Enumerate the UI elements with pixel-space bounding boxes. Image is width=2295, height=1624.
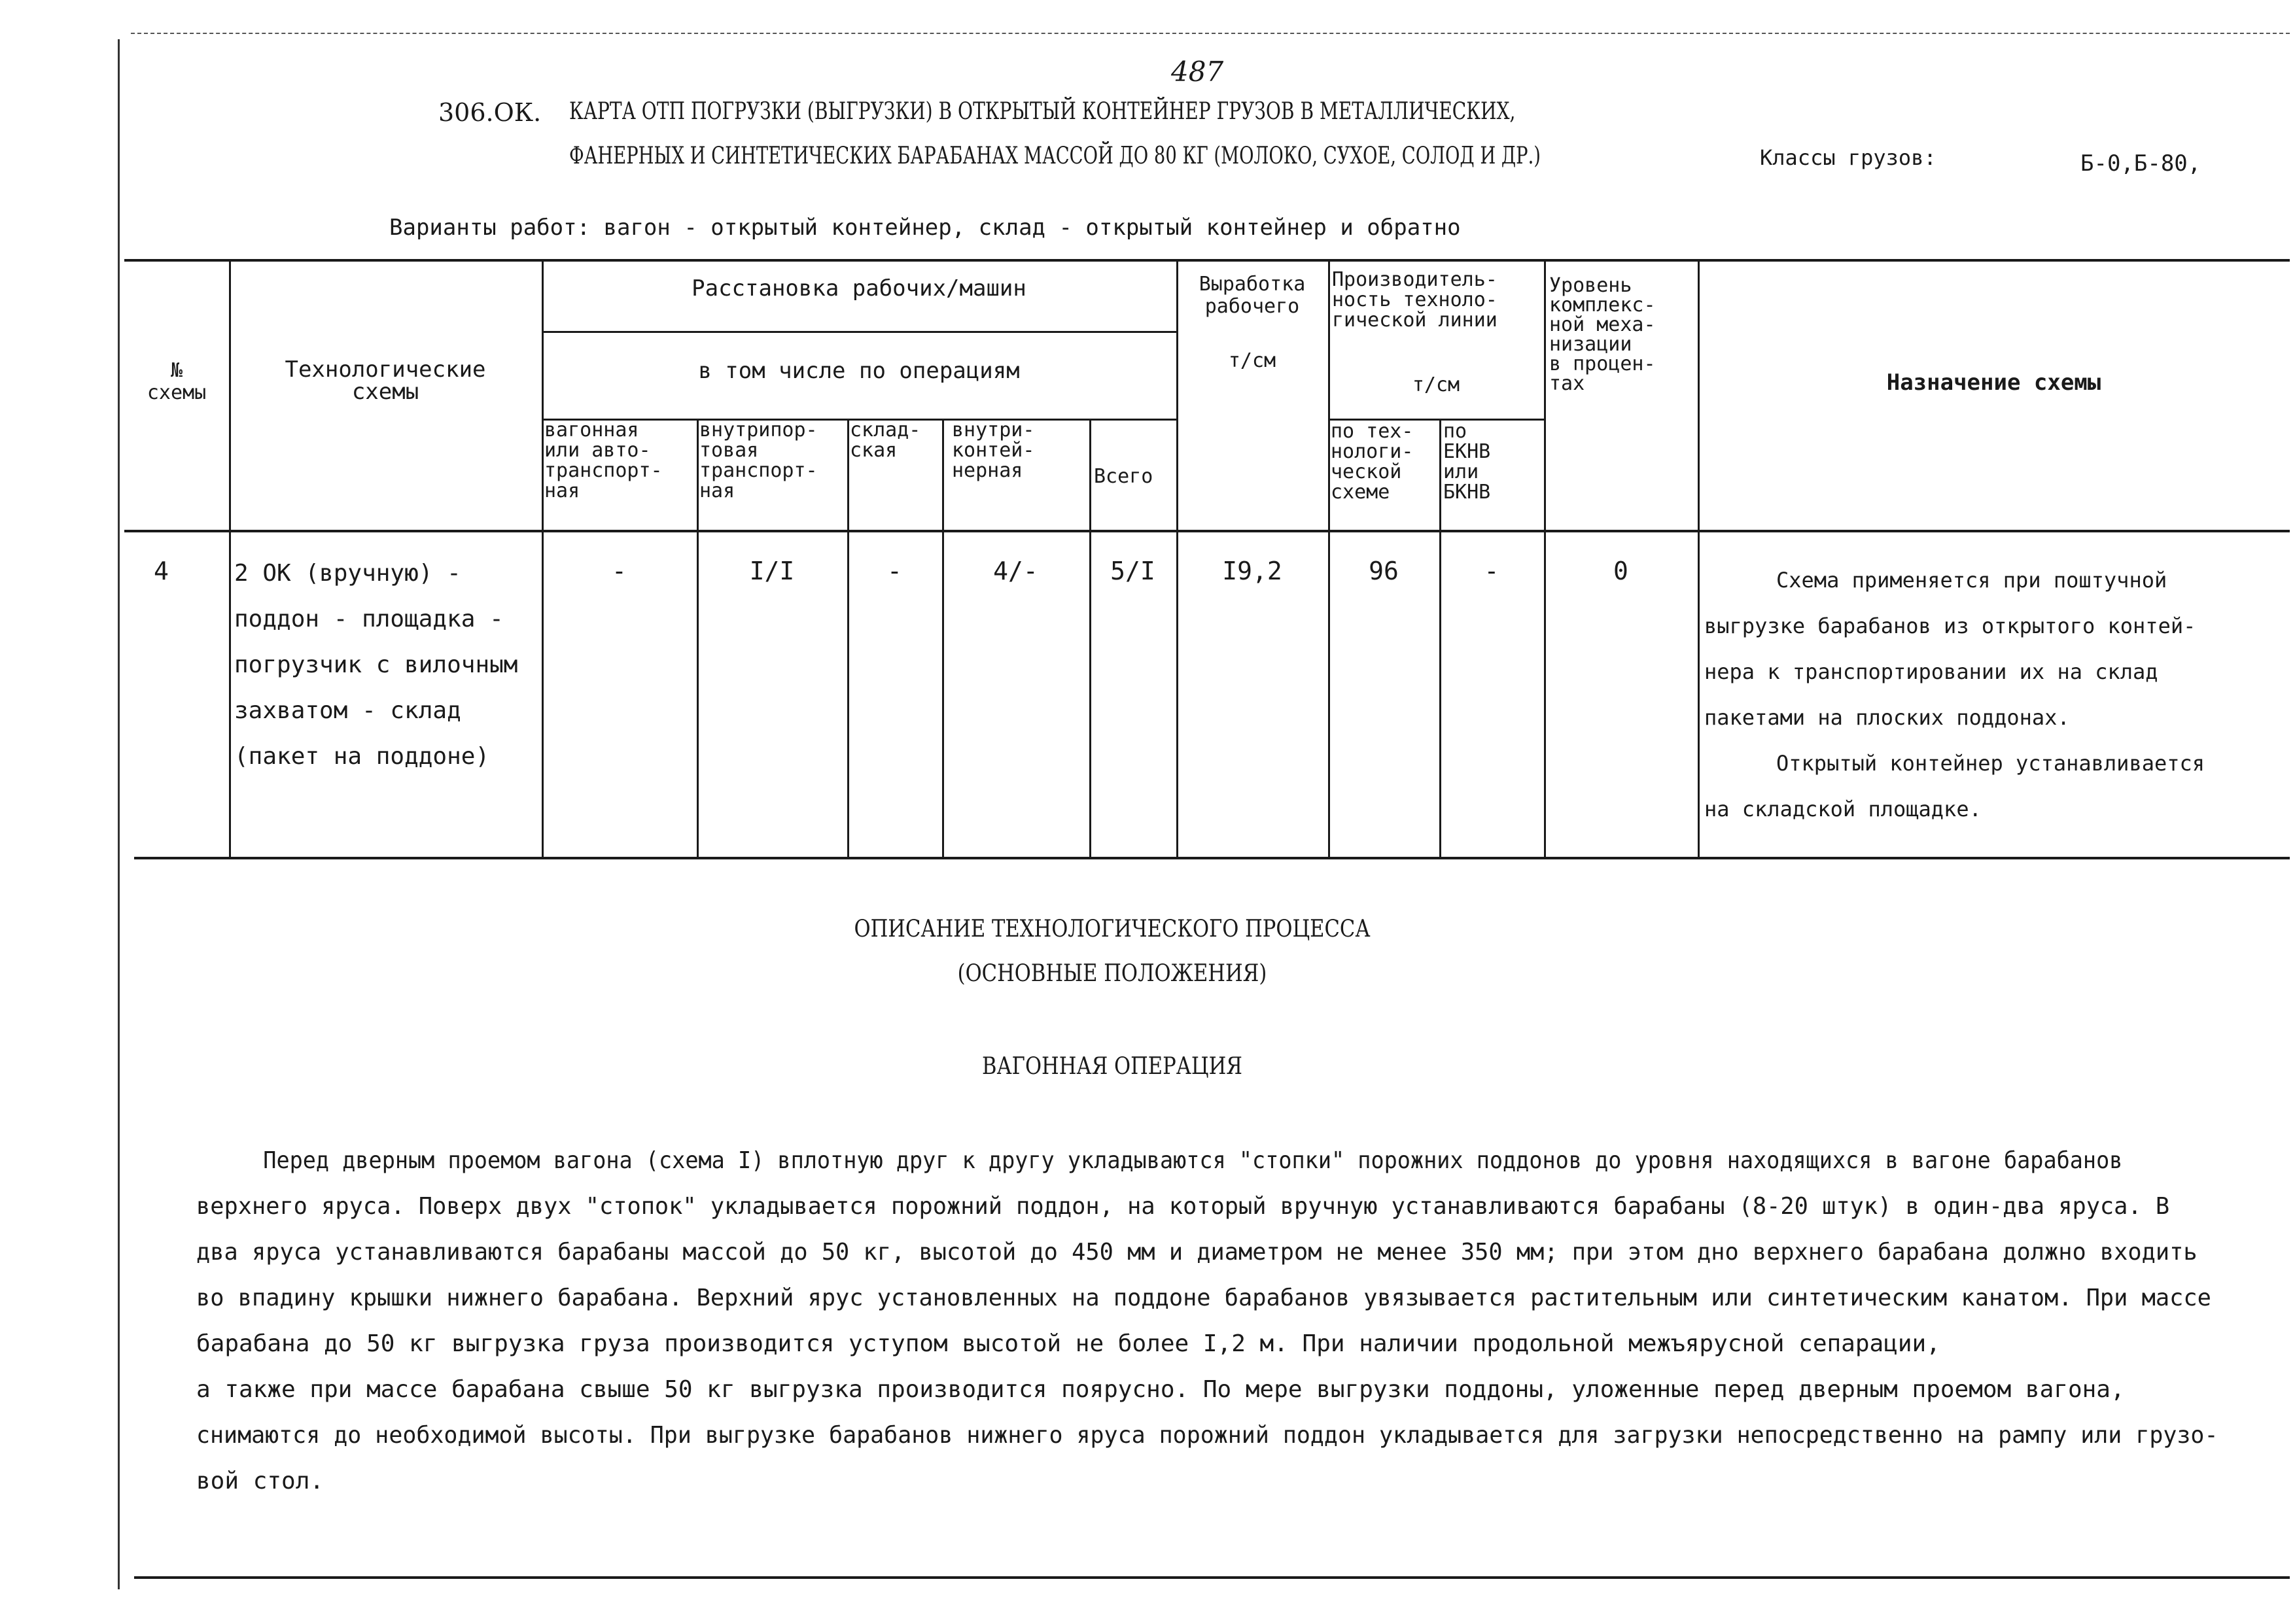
- document-title-line1: КАРТА ОТП ПОГРУЗКИ (ВЫГРУЗКИ) В ОТКРЫТЫЙ КОНТЕЙНЕР ГРУЗОВ В МЕТАЛЛИЧЕСКИХ,: [569, 98, 1516, 125]
- header-by-tech-scheme: по тех- нологи- ческой схеме: [1331, 420, 1414, 504]
- table-col-line-1: [229, 259, 231, 857]
- table-header-bottom-line: [124, 530, 2290, 532]
- row-mech-level: 0: [1613, 557, 1628, 585]
- row-by-tech-scheme: 96: [1369, 557, 1399, 585]
- description-line-1: Перед дверным проемом вагона (схема I) вплотную друг к другу укладываются "стопки" порожних поддонов до уровня находящихся в вагоне барабанов: [263, 1147, 2123, 1174]
- row-by-norm: -: [1484, 557, 1499, 585]
- header-by-operations: в том числе по операциям: [698, 358, 1020, 384]
- table-col-line-9: [1439, 419, 1441, 857]
- header-line-productivity-unit: т/см: [1412, 373, 1460, 396]
- description-line-6: а также при массе барабана свыше 50 кг выгрузка производится поярусно. По мере выгрузки поддоны, уложенные перед дверным проемом вагона,: [196, 1376, 2125, 1403]
- document-title-line2: ФАНЕРНЫХ И СИНТЕТИЧЕСКИХ БАРАБАНАХ МАССОЙ ДО 80 КГ (МОЛОКО, СУХОЕ, СОЛОД И ДР.): [569, 143, 1541, 169]
- table-top-line: [124, 259, 2290, 262]
- header-warehouse-op: склад- ская: [850, 419, 921, 462]
- description-line-8: вой стол.: [196, 1468, 324, 1494]
- header-tech-schemes: Технологические схемы: [285, 356, 486, 405]
- header-worker-output-unit: т/см: [1228, 349, 1276, 372]
- table-col-line-6: [1089, 419, 1091, 857]
- header-purpose: Назначение схемы: [1886, 370, 2101, 396]
- cargo-class-label: Классы грузов:: [1760, 145, 1936, 170]
- header-scheme-no: № схемы: [147, 359, 207, 404]
- document-code: 306.ОК.: [438, 98, 542, 127]
- row-intraport-op: I/I: [749, 557, 795, 585]
- header-by-norm: по ЕКНВ или БКНВ: [1443, 420, 1491, 504]
- description-subtitle: (ОСНОВНЫЕ ПОЛОЖЕНИЯ): [957, 960, 1267, 987]
- header-mech-level: Уровень комплекс- ной меха- низации в процен- тах: [1549, 274, 1656, 395]
- description-title: ОПИСАНИЕ ТЕХНОЛОГИЧЕСКОГО ПРОЦЕССА: [854, 916, 1371, 942]
- header-total: Всего: [1094, 465, 1153, 488]
- description-line-5: барабана до 50 кг выгрузка груза производится уступом высотой не более I,2 м. При наличии продольной межъярусной сепарации,: [196, 1330, 1940, 1357]
- table-bottom-line: [134, 857, 2290, 859]
- row-worker-output: I9,2: [1222, 557, 1282, 585]
- row-wagon-op: -: [612, 557, 627, 585]
- description-line-4: во впадину крышки нижнего барабана. Верхний ярус установленных на поддоне барабанов увязывается растительным или синтетическим канатом. При массе: [196, 1285, 2211, 1311]
- page-number: 487: [1171, 56, 1224, 88]
- cargo-class-value: Б-0,Б-80,: [2080, 150, 2201, 177]
- row-total: 5/I: [1110, 557, 1155, 585]
- description-line-7: снимаются до необходимой высоты. При выгрузке барабанов нижнего яруса порожний поддон укладывается для загрузки непосредственно на рампу или грузо-: [196, 1422, 2218, 1449]
- row-purpose: Схема применяется при поштучной выгрузке барабанов из открытого контей- нера к транспортировании их на склад пакетами на плоских поддонах. Открытый контейнер устанавливается на складской площадке.: [1704, 568, 2205, 821]
- header-placement: Расстановка рабочих/машин: [692, 275, 1026, 302]
- table-col-line-11: [1698, 259, 1700, 857]
- left-border: [118, 39, 120, 1589]
- table-col-line-5: [942, 419, 944, 857]
- header-intraport-op: внутрипор- товая транспорт- ная: [699, 419, 818, 502]
- top-border: [131, 33, 2290, 34]
- table-line-placement: [542, 331, 1176, 333]
- header-intracontainer-op: внутри- контей- нерная: [952, 419, 1035, 482]
- table-col-line-3: [697, 419, 699, 857]
- work-variants: Варианты работ: вагон - открытый контейнер, склад - открытый контейнер и обратно: [389, 215, 1461, 241]
- row-scheme-no: 4: [154, 557, 169, 585]
- section-title: ВАГОННАЯ ОПЕРАЦИЯ: [982, 1053, 1242, 1080]
- table-col-line-4: [847, 419, 849, 857]
- description-text: [196, 1138, 2277, 1504]
- header-worker-output: Выработка рабочего: [1199, 273, 1306, 318]
- description-line-3: два яруса устанавливаются барабаны массой до 50 кг, высотой до 450 мм и диаметром не менее 350 мм; при этом дно верхнего барабана должно входить: [196, 1239, 2198, 1266]
- page-bottom-line: [134, 1576, 2290, 1579]
- header-line-productivity: Производитель- ность техноло- гической линии: [1332, 268, 1498, 332]
- row-warehouse-op: -: [887, 557, 902, 585]
- row-intracontainer-op: 4/-: [993, 557, 1038, 585]
- description-line-2: верхнего яруса. Поверх двух "стопок" укладывается порожний поддон, на который вручную устанавливаются барабаны (8-20 штук) в один-два яруса. В: [196, 1193, 2170, 1220]
- header-wagon-op: вагонная или авто- транспорт- ная: [544, 419, 663, 502]
- row-tech-scheme: 2 ОК (вручную) - поддон - площадка - погрузчик с вилочным захватом - склад (пакет на поддоне): [234, 560, 518, 770]
